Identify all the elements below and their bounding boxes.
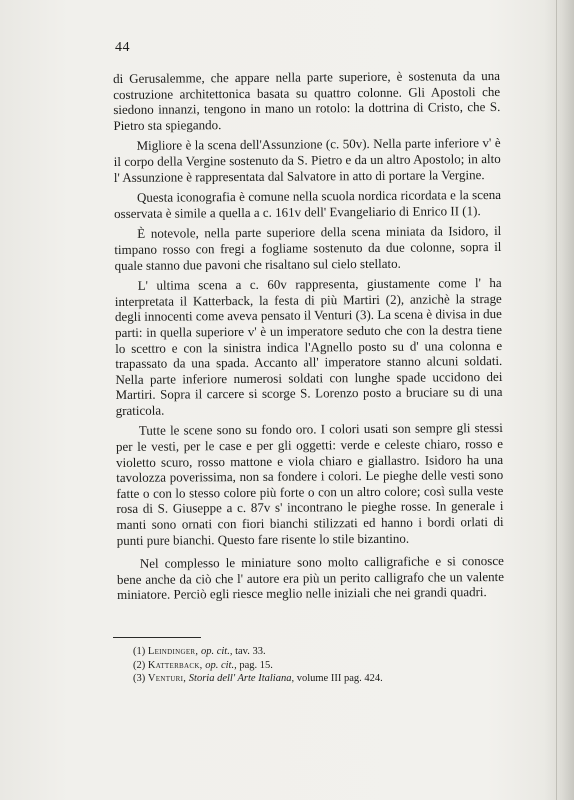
footnote-work: op. cit.,: [200, 646, 233, 657]
footnote-marker: (3): [133, 673, 146, 684]
footnote-reference: volume III pag. 424.: [296, 673, 383, 684]
page-number: 44: [115, 40, 130, 55]
footnote-marker: (2): [133, 659, 146, 671]
footnote: [133, 672, 503, 686]
footnote-author: Katterback,: [147, 659, 203, 671]
footnote: [133, 659, 503, 673]
footnotes: [133, 645, 503, 686]
body-text: [113, 68, 504, 608]
paragraph: Nel complesso le miniature sono molto calligrafiche e si conosce bene anche da ciò che l' autore era più un perito calligrafo che un valente miniatore. Perciò egli riesce meglio nelle iniziali che nei grandi quadri.: [116, 553, 505, 603]
footnote-separator: [113, 637, 201, 638]
paragraph: Questa iconografia è comune nella scuola nordica ricordata e la scena osservata è simile a quella a c. 161v dell' Evangeliario di Enrico II (1).: [114, 187, 502, 221]
paragraph: È notevole, nella parte superiore della scena miniata da Isidoro, il timpano rosso con fregi a fogliame sostenuto da due colonne, sopra il quale stanno due pavoni che risaltano sul cielo stellato.: [114, 223, 502, 273]
footnote-work: Storia dell' Arte Italiana,: [188, 673, 295, 684]
page-binding-edge: [544, 0, 574, 800]
footnote: [133, 645, 503, 659]
paragraph: di Gerusalemme, che appare nella parte superiore, è sostenuta da una costruzione architettonica basata su quattro colonne. Gli Apostoli che siedono innanzi, tengono in mano un rotolo: la dottrina di Cristo, che S. Pietro sta spiegando.: [113, 67, 501, 133]
footnote-work: op. cit.,: [205, 659, 237, 671]
paragraph: Tutte le scene sono su fondo oro. I colori usati son sempre gli stessi per le vesti, per le case e per gli oggetti: verde e celeste chiaro, rosso e violetto scuro, rosso mattone e viola chiaro e giallastro. Isidoro ha una tavolozza poverissima, non sa fondere i colori. Le pieghe delle vesti sono fatte o con lo stesso colore più forte o con un altro colore; così sulla veste rosa di S. Giuseppe a c. 87v s' incontrano le pieghe rosse. In generale i manti sono ornati con fiori bianchi stilizzati ed hanno i bordi orlati di punti pure bianchi. Questo fare risente lo stile bizantino.: [115, 420, 504, 548]
footnote-reference: pag. 15.: [239, 659, 273, 671]
footnote-reference: tav. 33.: [235, 646, 266, 657]
footnote-author: Venturi,: [147, 673, 187, 684]
footnote-author: Leindinger,: [147, 646, 199, 657]
footnote-marker: (1): [133, 646, 146, 657]
paragraph: Migliore è la scena dell'Assunzione (c. 50v). Nella parte inferiore v' è il corpo della Vergine sostenuto da S. Pietro e da un altro Apostolo; in alto l' Assunzione è rappresentata dal Salvatore in atto di portare la Vergine.: [113, 135, 501, 185]
paragraph: L' ultima scena a c. 60v rappresenta, giustamente come l' ha interpretata il Katterback, la festa di più Martiri (2), anzichè la strage degli innocenti come aveva pensato il Venturi (3). La scena è divisa in due parti: in quella superiore v' è un imperatore seduto che con la destra tiene lo scettro e con la sinistra indica l'Agnello posto su d' una colonna e trapassato da una spada. Accanto all' imperatore stanno alcuni soldati. Nella parte inferiore numerosi soldati con lunghe spade uccidono dei Martiri. Sopra il carcere si scorge S. Lorenzo posto a bruciare su di una graticola.: [114, 275, 503, 418]
